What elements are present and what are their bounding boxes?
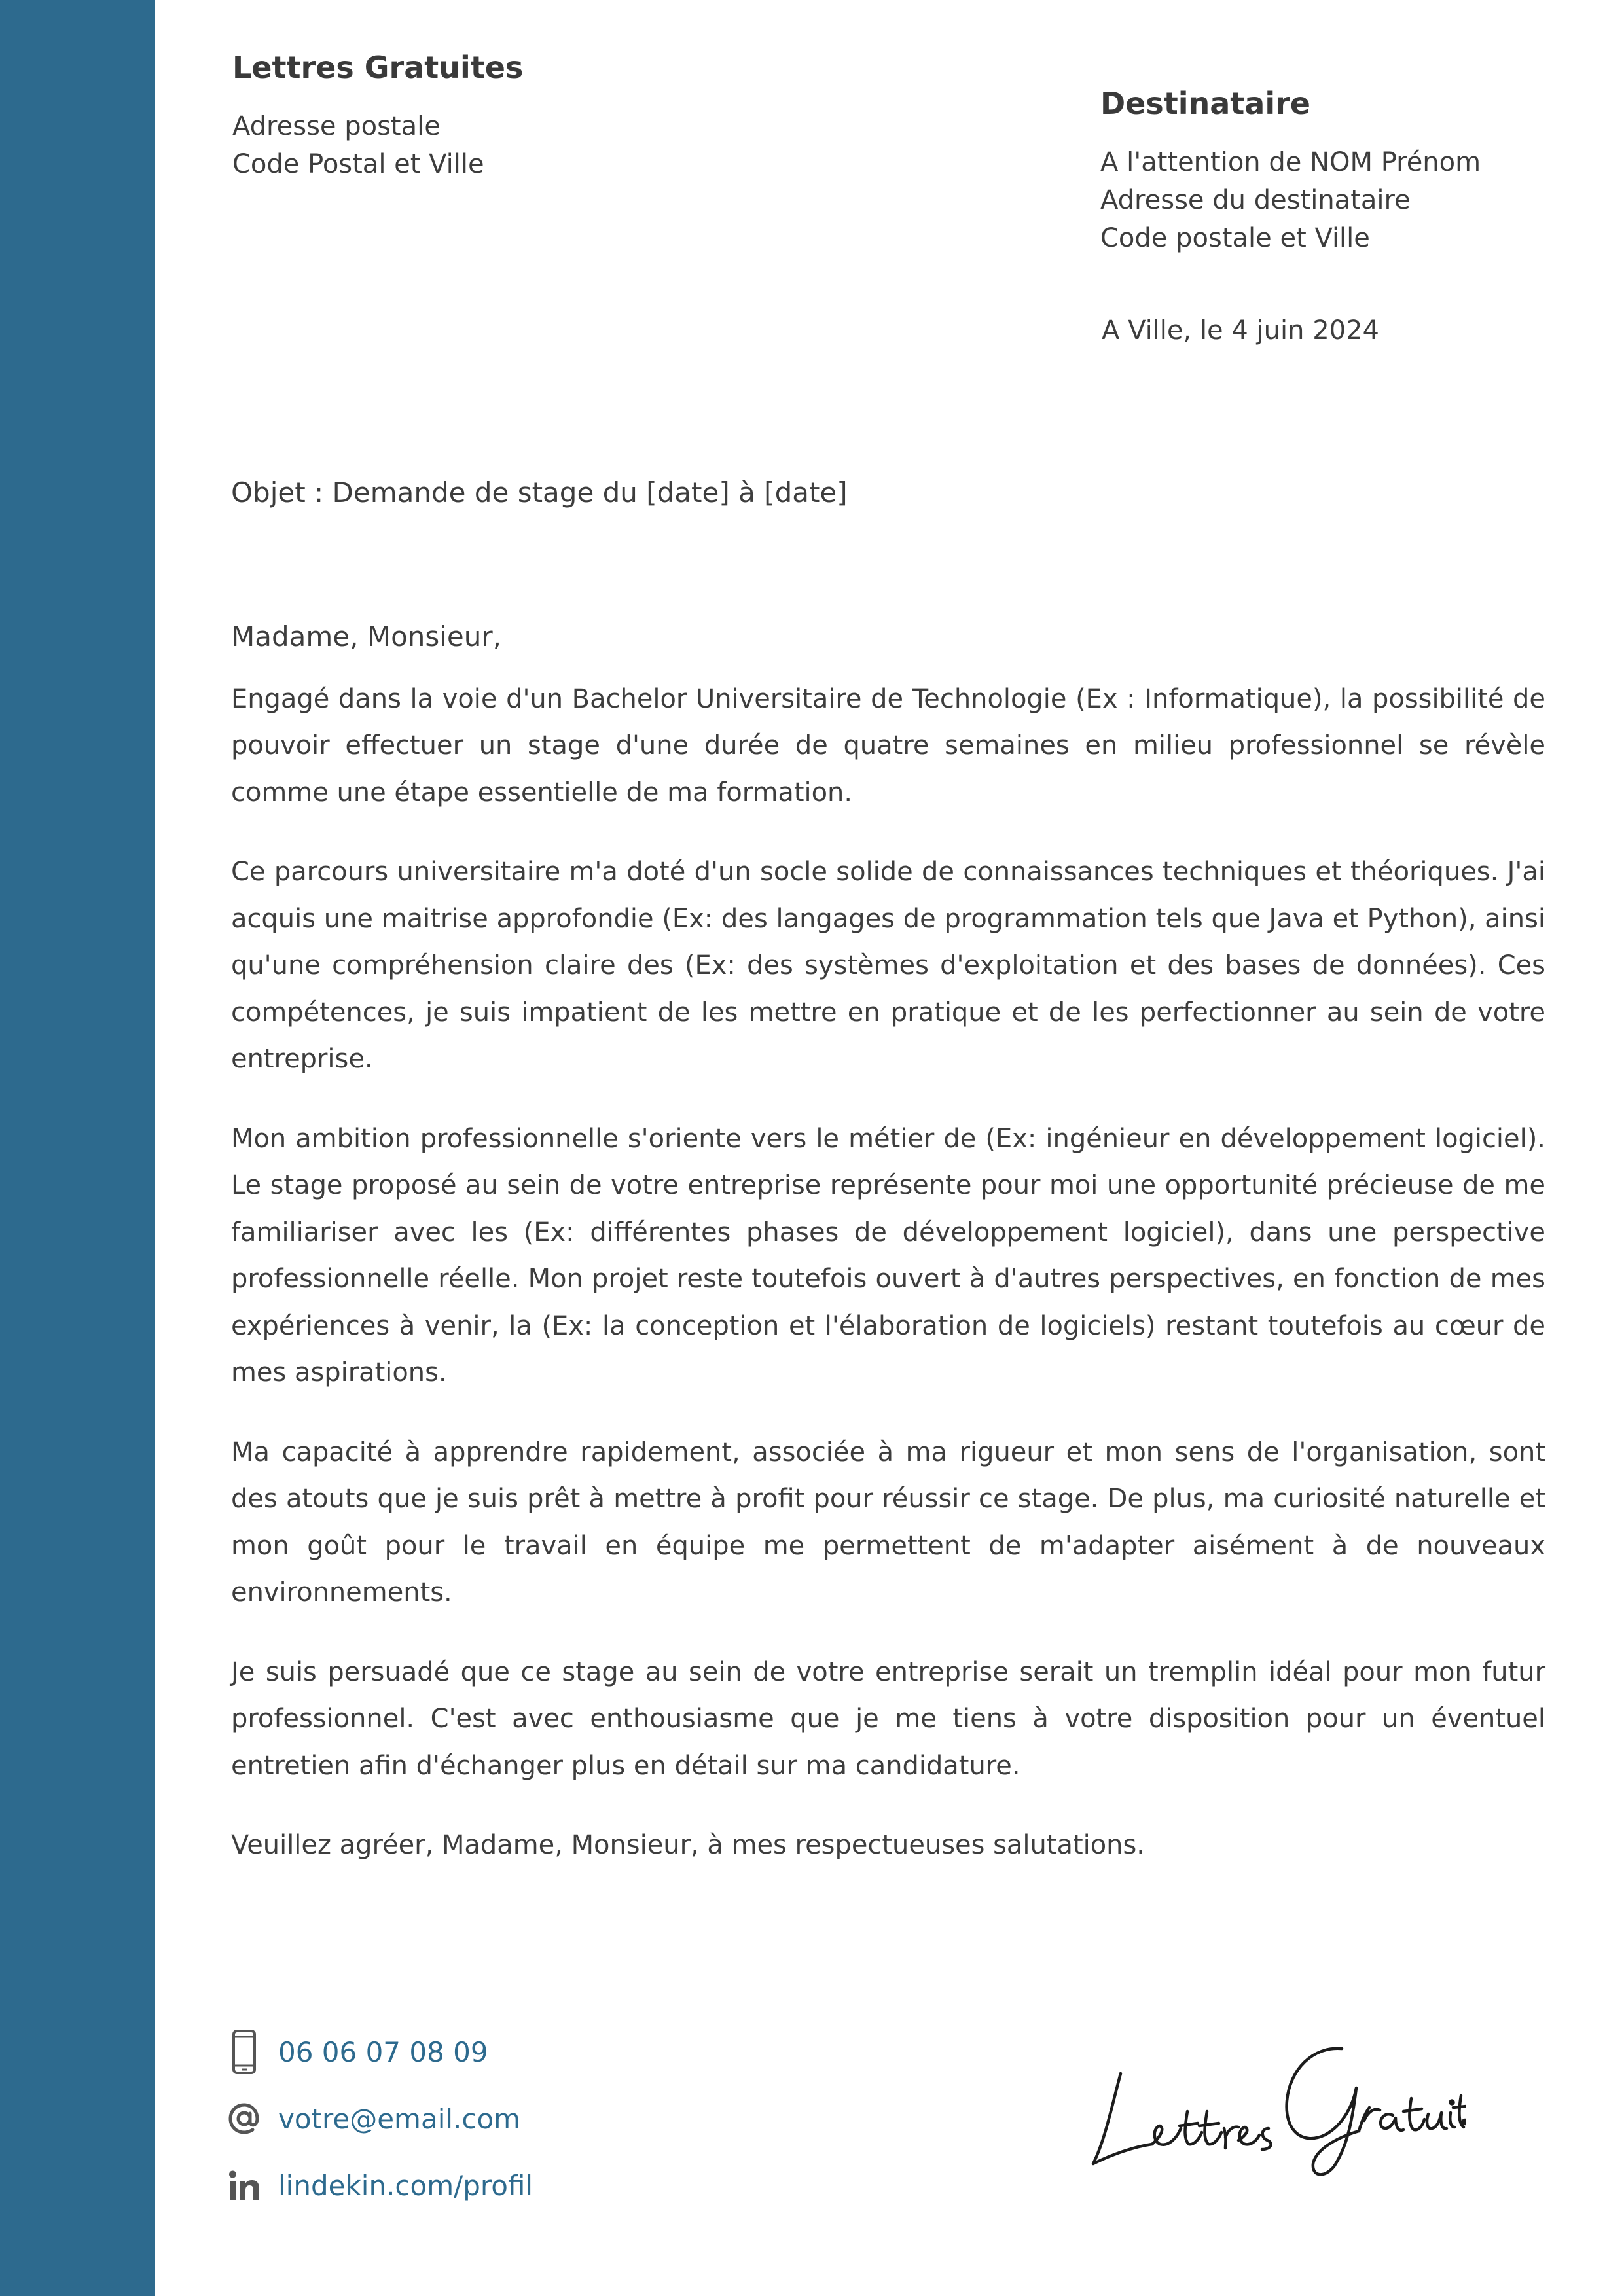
sender-address: Adresse postale [232,111,441,141]
phone-number[interactable]: 06 06 07 08 09 [278,2036,488,2068]
subject-line: Objet : Demande de stage du [date] à [date] [231,476,848,509]
paragraph-1: Engagé dans la voie d'un Bachelor Universitaire de Technologie (Ex : Informatique), la possibilité de pouvoir effectuer un stage d'une durée de quatre semaines en milieu professionnel se révèle comme une étape essentielle de ma formation. [231,683,1545,808]
linkedin-url[interactable]: lindekin.com/profil [278,2169,533,2202]
email-address[interactable]: votre@email.com [278,2102,521,2135]
paragraph-5: Je suis persuadé que ce stage au sein de votre entreprise serait un tremplin idéal pour mon futur professionnel. C'est avec enthousiasme que je me tiens à votre disposition pour un éventuel entretien afin d'échanger plus en détail sur ma candidature. [231,1657,1545,1781]
sender-name: Lettres Gratuites [232,50,524,85]
closing-line: Veuillez agréer, Madame, Monsieur, à mes respectueuses salutations. [231,1830,1145,1860]
sender-city: Code Postal et Ville [232,149,484,179]
phone-icon [226,2029,262,2075]
linkedin-row [226,2152,533,2219]
sender-block [232,46,523,183]
recipient-city: Code postale et Ville [1100,223,1370,253]
recipient-block [1100,82,1481,257]
recipient-address: Adresse du destinataire [1100,185,1411,215]
paragraph-2: Ce parcours universitaire m'a doté d'un socle solide de connaissances techniques et théoriques. J'ai acquis une maitrise approfondie (Ex: des langages de programmation tels que Java et Python), ainsi qu'une compréhension claire des (Ex: des systèmes d'exploitation et des bases de données). Ces compétences, je suis impatient de les mettre en pratique et de les perfectionner au sein de votre entreprise. [231,857,1545,1074]
sidebar-band [0,0,155,2296]
at-icon [226,2102,262,2136]
recipient-title: Destinataire [1100,86,1310,121]
handwritten-signature [1074,2009,1466,2182]
email-row [226,2085,533,2152]
greeting: Madame, Monsieur, [231,620,502,653]
recipient-attention: A l'attention de NOM Prénom [1100,147,1481,177]
contact-block [226,2018,533,2219]
paragraph-3: Mon ambition professionnelle s'oriente vers le métier de (Ex: ingénieur en développement logiciel). Le stage proposé au sein de votre entreprise représente pour moi une opportunité précieuse de me familiariser avec les (Ex: différentes phases de développement logiciel), dans une perspective professionnelle réelle. Mon projet reste toutefois ouvert à d'autres perspectives, en fonction de mes expériences à venir, la (Ex: la conception et l'élaboration de logiciels) restant toutefois au cœur de mes aspirations. [231,1123,1545,1388]
linkedin-icon [226,2170,262,2200]
date-line: A Ville, le 4 juin 2024 [1102,315,1379,346]
paragraph-4: Ma capacité à apprendre rapidement, associée à ma rigueur et mon sens de l'organisation, sont des atouts que je suis prêt à mettre à profit pour réussir ce stage. De plus, ma curiosité naturelle et mon goût pour le travail en équipe me permettent de m'adapter aisément à de nouveaux environnements. [231,1437,1545,1607]
phone-row [226,2018,533,2085]
letter-body [231,613,1545,1902]
